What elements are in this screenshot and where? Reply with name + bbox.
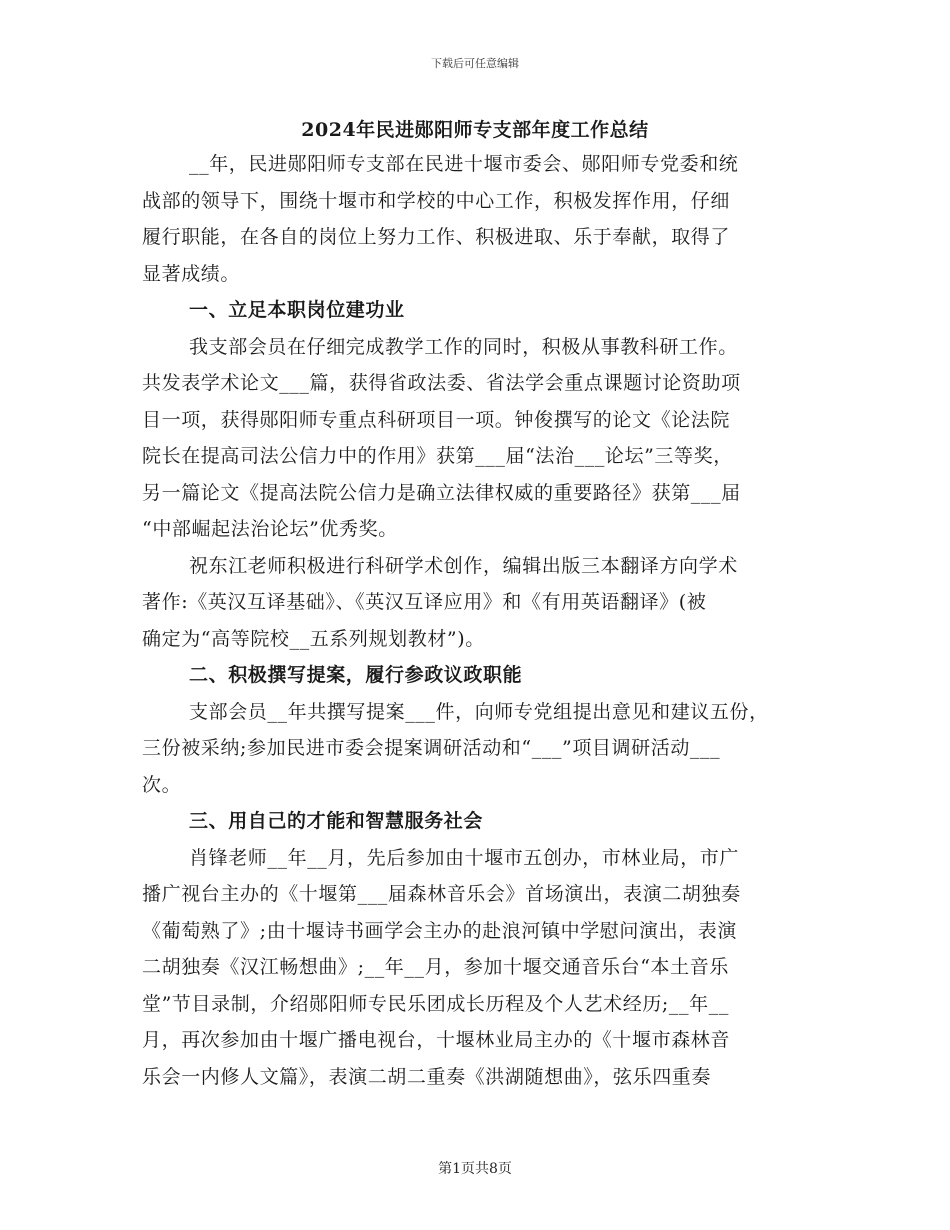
body-text-line: 播广视台主办的《十堰第___届森林音乐会》首场演出，表演二胡独奏: [142, 883, 741, 905]
body-text-line: 战部的领导下，围绕十堰市和学校的中心工作，积极发挥作用，仔细: [142, 189, 731, 212]
body-text-line: 祝东江老师积极进行科研学术创作，编辑出版三本翻译方向学术: [189, 554, 738, 577]
body-text-line: 二胡独奏《汉江畅想曲》;__年__月，参加十堰交通音乐台“本土音乐: [142, 956, 729, 978]
document-body: [142, 146, 822, 1095]
body-text-line: “中部崛起法治论坛”优秀奖。: [142, 518, 398, 540]
body-text-line: 乐会一内修人文篇》，表演二胡二重奏《洪湖随想曲》，弦乐四重奏: [142, 1065, 712, 1088]
body-text-line: 《葡萄熟了》;由十堰诗书画学会主办的赴浪河镇中学慰问演出，表演: [142, 919, 738, 942]
body-text-line: 支部会员__年共撰写提案___件，向师专党组提出意见和建议五份，: [189, 700, 769, 723]
body-text-line: 堂”节目录制，介绍郧阳师专民乐团成长历程及个人艺术经历;__年__: [142, 992, 729, 1015]
body-text-line: 目一项，获得郧阳师专重点科研项目一项。钟俊撰写的论文《论法院: [142, 408, 731, 431]
body-text-line: __年，民进郧阳师专支部在民进十堰市委会、郧阳师专党委和统: [189, 153, 739, 175]
section-heading: 三、用自己的才能和智慧服务社会: [189, 810, 484, 832]
section-heading: 二、积极撰写提案，履行参政议政职能: [189, 664, 523, 686]
body-text-line: 履行职能，在各自的岗位上努力工作、积极进取、乐于奉献，取得了: [142, 226, 731, 248]
page-footer: 第1页共8页: [438, 1161, 512, 1177]
body-text-line: 次。: [142, 773, 182, 796]
document-title: 2024年民进郧阳师专支部年度工作总结: [301, 119, 649, 141]
body-text-line: 肖锋老师__年__月，先后参加由十堰市五创办，市林业局，市广: [189, 846, 740, 869]
body-text-line: 月，再次参加由十堰广播电视台，十堰林业局主办的《十堰市森林音: [142, 1029, 731, 1051]
body-text-line: 另一篇论文《提高法院公信力是确立法律权威的重要路径》获第___届: [142, 481, 741, 504]
page-header: 下载后可任意编辑: [431, 57, 519, 70]
section-heading: 一、立足本职岗位建功业: [189, 299, 405, 321]
body-text-line: 共发表学术论文___篇，获得省政法委、省法学会重点课题讨论资助项: [142, 372, 741, 394]
body-text-line: 我支部会员在仔细完成教学工作的同时，积极从事教科研工作。: [189, 335, 738, 358]
body-text-line: 院长在提高司法公信力中的作用》获第___届“法治___论坛”三等奖，: [142, 445, 733, 467]
body-text-line: 三份被采纳;参加民进市委会提案调研活动和“___”项目调研活动___: [142, 737, 721, 759]
body-text-line: 确定为“高等院校__五系列规划教材”)。: [142, 627, 485, 650]
body-text-line: 显著成绩。: [142, 262, 241, 285]
body-text-line: 著作:《英汉互译基础》、《英汉互译应用》和《有用英语翻译》(被: [142, 591, 707, 613]
